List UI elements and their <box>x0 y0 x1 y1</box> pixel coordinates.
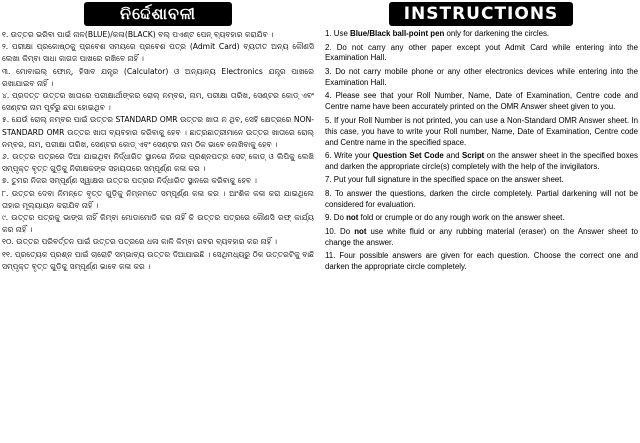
instruction-1: 1. Use Blue/Black ball-point pen only for darkening the circles. <box>325 29 550 38</box>
instruction-10: 10. Do not use white fluid or any rubbing material (eraser) on the Answer sheet to change the answer. <box>325 226 638 247</box>
odia-instruction-4: ୪. ପ୍ରଦତ୍ତ ଉତ୍ତର ଖାତାରେ ପରୀକ୍ଷାର୍ଥୀଙ୍କର ରୋଲ୍ ନମ୍ବର, ନାମ, ପରୀକ୍ଷା ତାରିଖ, ସେଣ୍ଟର କୋଡ୍ ଏବଂ ସେଣ୍ଟର ନାମ ପୂର୍ବରୁ ଛପା ହୋଇଥିବ । <box>2 91 314 113</box>
odia-instruction-7: ୭. ତୁମର ନିଜର ସମ୍ପୂର୍ଣ୍ଣ ସ୍ୱାକ୍ଷର ଉତ୍ତର ପତ୍ରର ନିର୍ଦ୍ଧାରିତ ସ୍ଥାନରେ କରିବାକୁ ହେବ । <box>2 176 257 186</box>
english-instructions-list <box>322 29 640 273</box>
instruction-4: 4. Please see that your Roll Number, Name, Date of Examination, Centre code and Centre name have been accurately printed on the OMR Answer sheet given to you. <box>325 91 638 112</box>
instruction-8: 8. To answer the questions, darken the circle completely. Partial darkening will not be considered for evaluation. <box>325 188 638 209</box>
odia-instructions-list <box>0 29 316 273</box>
instruction-6: 6. Write your Question Set Code and Script on the answer sheet in the specified boxes and darken the appropriate circle(s) completely with the help of the invigilators. <box>325 151 638 171</box>
odia-instruction-3: ୩. ମୋବାଇଲ୍ ଫୋନ୍, ହିସାବ ଯନ୍ତ୍ର (Calculator) ଓ ଅନ୍ୟାନ୍ୟ Electronics ଯନ୍ତ୍ର ପାଖରେ ରଖାଯାଇବ ନାହିଁ । <box>2 66 314 88</box>
odia-instruction-6: ୬. ଉତ୍ତର ପତ୍ରରେ ଦିଆ ଯାଇଥିବା ନିର୍ଦ୍ଧାରିତ ସ୍ଥାନରେ ନିଜର ପ୍ରଶ୍ନପତ୍ର ସେଟ୍ କୋଡ୍ ଓ ଲିପିକୁ ଲେଖି ସମ୍ପୃକ୍ତ ବୃତ୍ତ ଗୁଡ଼ିକୁ ନିରୀକ୍ଷକଙ୍କ ସହାୟତାରେ ସମ୍ପୂର୍ଣ୍ଣ କଳା କର । <box>2 152 314 174</box>
instruction-3: 3. Do not carry mobile phone or any other electronics devices while entering into the Examination Hall. <box>325 66 638 87</box>
odia-instruction-10: ୧୦. ଉତ୍ତର ପରିବର୍ତ୍ତନ ପାଇଁ ଉତ୍ତର ପତ୍ରରେ ଧଳା କାଳି କିମ୍ବା ରବର ବ୍ୟବହାର କର ନାହିଁ । <box>2 237 278 247</box>
instruction-5: 5. If your Roll Number is not printed, you can use a Non-Standard OMR Answer sheet. In this case, you have to write your Roll number, Name, Date of Examination, Centre code and Centre name in the specified space. <box>325 115 638 147</box>
odia-instruction-11: ୧୧. ପ୍ରତ୍ୟେକ ପ୍ରଶ୍ନ ପାଇଁ ଚାରୋଟି ସମ୍ଭାବ୍ୟ ଉତ୍ତର ଦିଆଯାଇଛି । ସେଥିମଧ୍ୟରୁ ଠିକ ଉତ୍ତରଟିକୁ ବାଛି ସମ୍ପୃକ୍ତ ବୃତ୍ତ ଗୁଡ଼ିକୁ ସମ୍ପୂର୍ଣ୍ଣ ଭାବେ କଳା କର । <box>2 249 314 271</box>
instruction-9: 9. Do not fold or crumple or do any rough work on the answer sheet. <box>325 213 565 223</box>
instruction-2: 2. Do not carry any other paper except yout Admit Card while entering into the Examination Hall. <box>325 42 638 63</box>
instruction-11: 11. Four possible answers are given for each question. Choose the correct one and darken the appropriate circle completely. <box>325 251 638 272</box>
odia-instructions-title: ନିର୍ଦ୍ଦେଶାବଳୀ <box>84 2 232 26</box>
odia-instructions-column <box>0 0 316 443</box>
odia-instruction-8: ୮. ଉତ୍ତର ଦେବା ନିମନ୍ତେ ବୃତ୍ତ ଗୁଡ଼ିକୁ ନିମ୍ନମତେ ସମ୍ପୂର୍ଣ୍ଣ କଳା କର । ଆଂଶିକ କଳା କରା ଯାଇଥିଲେ ତାହାର ମୂଲ୍ୟାୟନ କରାଯିବ ନାହିଁ । <box>2 188 314 210</box>
odia-instruction-5: ୫. ଯେଉଁ ରୋଲ୍ ନମ୍ବର ପାଇଁ ଉତ୍ତର STANDARD OMR ଉତ୍ତର ଖାତା ନ ଥିବ, ସେହି କ୍ଷେତ୍ରରେ NON-STANDARD OMR ଉତ୍ତର ଖାତା ବ୍ୟବହାର କରିବାକୁ ହେବ । ଛାତ୍ରଛାତ୍ରୀମାନେ ଉତ୍ତର ଖାତାରେ ରୋଲ୍ ନମ୍ବର, ନାମ, ପରୀକ୍ଷା ତାରିଖ, ସେଣ୍ଟର କୋଡ୍ ଏବଂ ସେଣ୍ଟର ନାମ ଠିକ ଭାବେ ଲେଖିବାକୁ ହେବ । <box>2 115 314 149</box>
instruction-7: 7. Put your full signature in the specified space on the answer sheet. <box>325 175 564 185</box>
odia-instruction-2: ୨. ପରୀକ୍ଷା ପ୍ରକୋଷ୍ଠକୁ ପ୍ରବେଶ ସମୟରେ ପ୍ରବେଶ ପତ୍ର (Admit Card) ବ୍ୟତୀତ ଅନ୍ୟ କୌଣସି ଲେଖା କିମ୍ବା ସାଧା କାଗଜ ପାଖରେ ରଖିବେ ନାହିଁ । <box>2 42 314 64</box>
english-instructions-title: INSTRUCTIONS <box>389 2 573 26</box>
odia-instruction-9: ୯. ଉତ୍ତର ପତ୍ରକୁ ଭାଙ୍ଗ ନାହିଁ କିମ୍ବା ମୋଡାମୋଡି କର ନାହିଁ କି ଉତ୍ତର ପତ୍ରରେ କୌଣସି ରଫ୍ କାର୍ଯ୍ୟ କର ନାହିଁ । <box>2 213 314 235</box>
english-instructions-column <box>322 0 640 443</box>
odia-instruction-1: ୧. ଉତ୍ତର ଭରିବା ପାଇଁ ନାଳ(BLUE)/କଳା(BLACK) ବଲ୍ ପଏଣ୍ଟ ପେନ୍ ବ୍ୟବହାର କରାଯିବ । <box>2 30 274 39</box>
